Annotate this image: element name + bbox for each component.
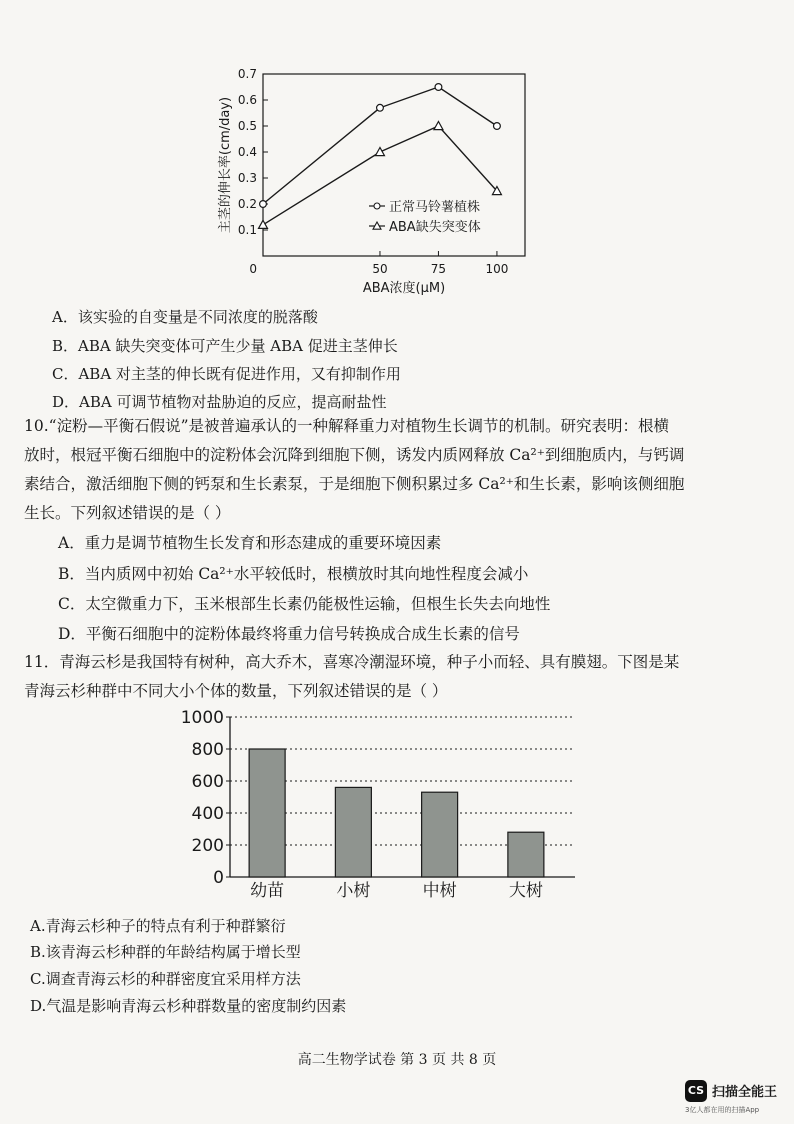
q11-stem <box>24 648 774 706</box>
q11-line: 青海云杉种群中不同大小个体的数量，下列叙述错误的是（ ） <box>24 682 448 700</box>
q10-option-c: C．太空微重力下，玉米根部生长素仍能极性运输，但根生长失去向地性 <box>58 595 551 613</box>
legend-label: ABA缺失突变体 <box>389 220 481 235</box>
x-axis-label: ABA浓度(μM) <box>362 281 446 296</box>
q11-line: 11．青海云杉是我国特有树种，高大乔木，喜寒冷潮湿环境，种子小而轻、具有膜翅。下图是某 <box>24 653 680 671</box>
q10-option-b: B．当内质网中初始 Ca²⁺水平较低时，根横放时其向地性程度会减小 <box>58 565 529 583</box>
y-tick-label: 800 <box>191 740 224 760</box>
y-tick-label: 0.7 <box>237 67 257 81</box>
logo-name: 扫描全能王 <box>712 1085 778 1100</box>
q11-option-a: A.青海云杉种子的特点有利于种群繁衍 <box>30 917 286 935</box>
q11-option-b: B.该青海云杉种群的年龄结构属于增长型 <box>30 943 301 961</box>
y-tick-label: 200 <box>191 836 224 856</box>
population-bar-chart <box>170 705 600 905</box>
aba-line-chart <box>205 60 535 300</box>
q10-line: 生长。下列叙述错误的是（ ） <box>24 504 231 522</box>
q9-option-b: B．ABA 缺失突变体可产生少量 ABA 促进主茎伸长 <box>52 337 398 355</box>
x-tick-label: 0 <box>249 262 257 276</box>
data-point-triangle <box>259 220 268 228</box>
x-tick-label: 75 <box>430 262 447 276</box>
q9-option-a: A．该实验的自变量是不同浓度的脱落酸 <box>52 308 318 326</box>
q11-option-d: D.气温是影响青海云杉种群数量的密度制约因素 <box>30 997 347 1015</box>
q9-option-c: C．ABA 对主茎的伸长既有促进作用，又有抑制作用 <box>52 365 401 383</box>
y-tick-label: 0.3 <box>237 171 257 185</box>
q11-option-c: C.调查青海云杉的种群密度宜采用样方法 <box>30 970 301 988</box>
y-axis-label: 主茎的伸长率(cm/day) <box>218 96 233 234</box>
x-tick-label: 大树 <box>508 881 543 901</box>
legend-marker-circle <box>374 203 380 209</box>
y-tick-label: 0 <box>213 868 224 888</box>
q10-option-a: A．重力是调节植物生长发育和形态建成的重要环境因素 <box>58 534 442 552</box>
legend-label: 正常马铃薯植株 <box>389 200 481 215</box>
q10-line: 10.“淀粉—平衡石假说”是被普遍承认的一种解释重力对植物生长调节的机制。研究表明：根横 <box>24 417 670 435</box>
bar <box>508 832 544 877</box>
logo-tagline: 3亿人都在用的扫描App <box>685 1106 760 1114</box>
x-tick-label: 中树 <box>422 881 457 901</box>
bar <box>249 749 285 877</box>
y-tick-label: 600 <box>191 772 224 792</box>
x-tick-label: 50 <box>372 262 388 276</box>
q10-line: 放时，根冠平衡石细胞中的淀粉体会沉降到细胞下侧，诱发内质网释放 Ca²⁺到细胞质内，与钙调 <box>24 446 685 464</box>
data-point-triangle <box>375 148 384 156</box>
data-point-circle <box>260 201 267 208</box>
x-tick-label: 100 <box>485 262 509 276</box>
y-tick-label: 0.6 <box>237 93 257 107</box>
q10-stem <box>24 412 774 528</box>
y-tick-label: 0.4 <box>237 145 257 159</box>
data-point-circle <box>494 123 501 130</box>
bar <box>335 787 371 877</box>
x-tick-label: 幼苗 <box>250 881 285 901</box>
q10-option-d: D．平衡石细胞中的淀粉体最终将重力信号转换成合成生长素的信号 <box>58 625 520 643</box>
bar <box>422 792 458 877</box>
data-point-triangle <box>434 122 443 130</box>
data-point-circle <box>435 84 442 91</box>
cs-logo-icon: CS <box>685 1080 707 1102</box>
y-tick-label: 0.1 <box>237 223 257 237</box>
y-tick-label: 1000 <box>180 708 224 728</box>
y-tick-label: 400 <box>191 804 224 824</box>
scanner-logo <box>685 1080 785 1116</box>
x-tick-label: 小树 <box>336 881 371 901</box>
y-tick-label: 0.2 <box>237 197 257 211</box>
y-tick-label: 0.5 <box>237 119 257 133</box>
q10-line: 素结合，激活细胞下侧的钙泵和生长素泵，于是细胞下侧积累过多 Ca²⁺和生长素，影响该侧细胞 <box>24 475 685 493</box>
q9-option-d: D．ABA 可调节植物对盐胁迫的反应，提高耐盐性 <box>52 393 387 411</box>
data-point-circle <box>377 104 384 111</box>
page-footer: 高二生物学试卷 第 3 页 共 8 页 <box>297 1052 497 1068</box>
